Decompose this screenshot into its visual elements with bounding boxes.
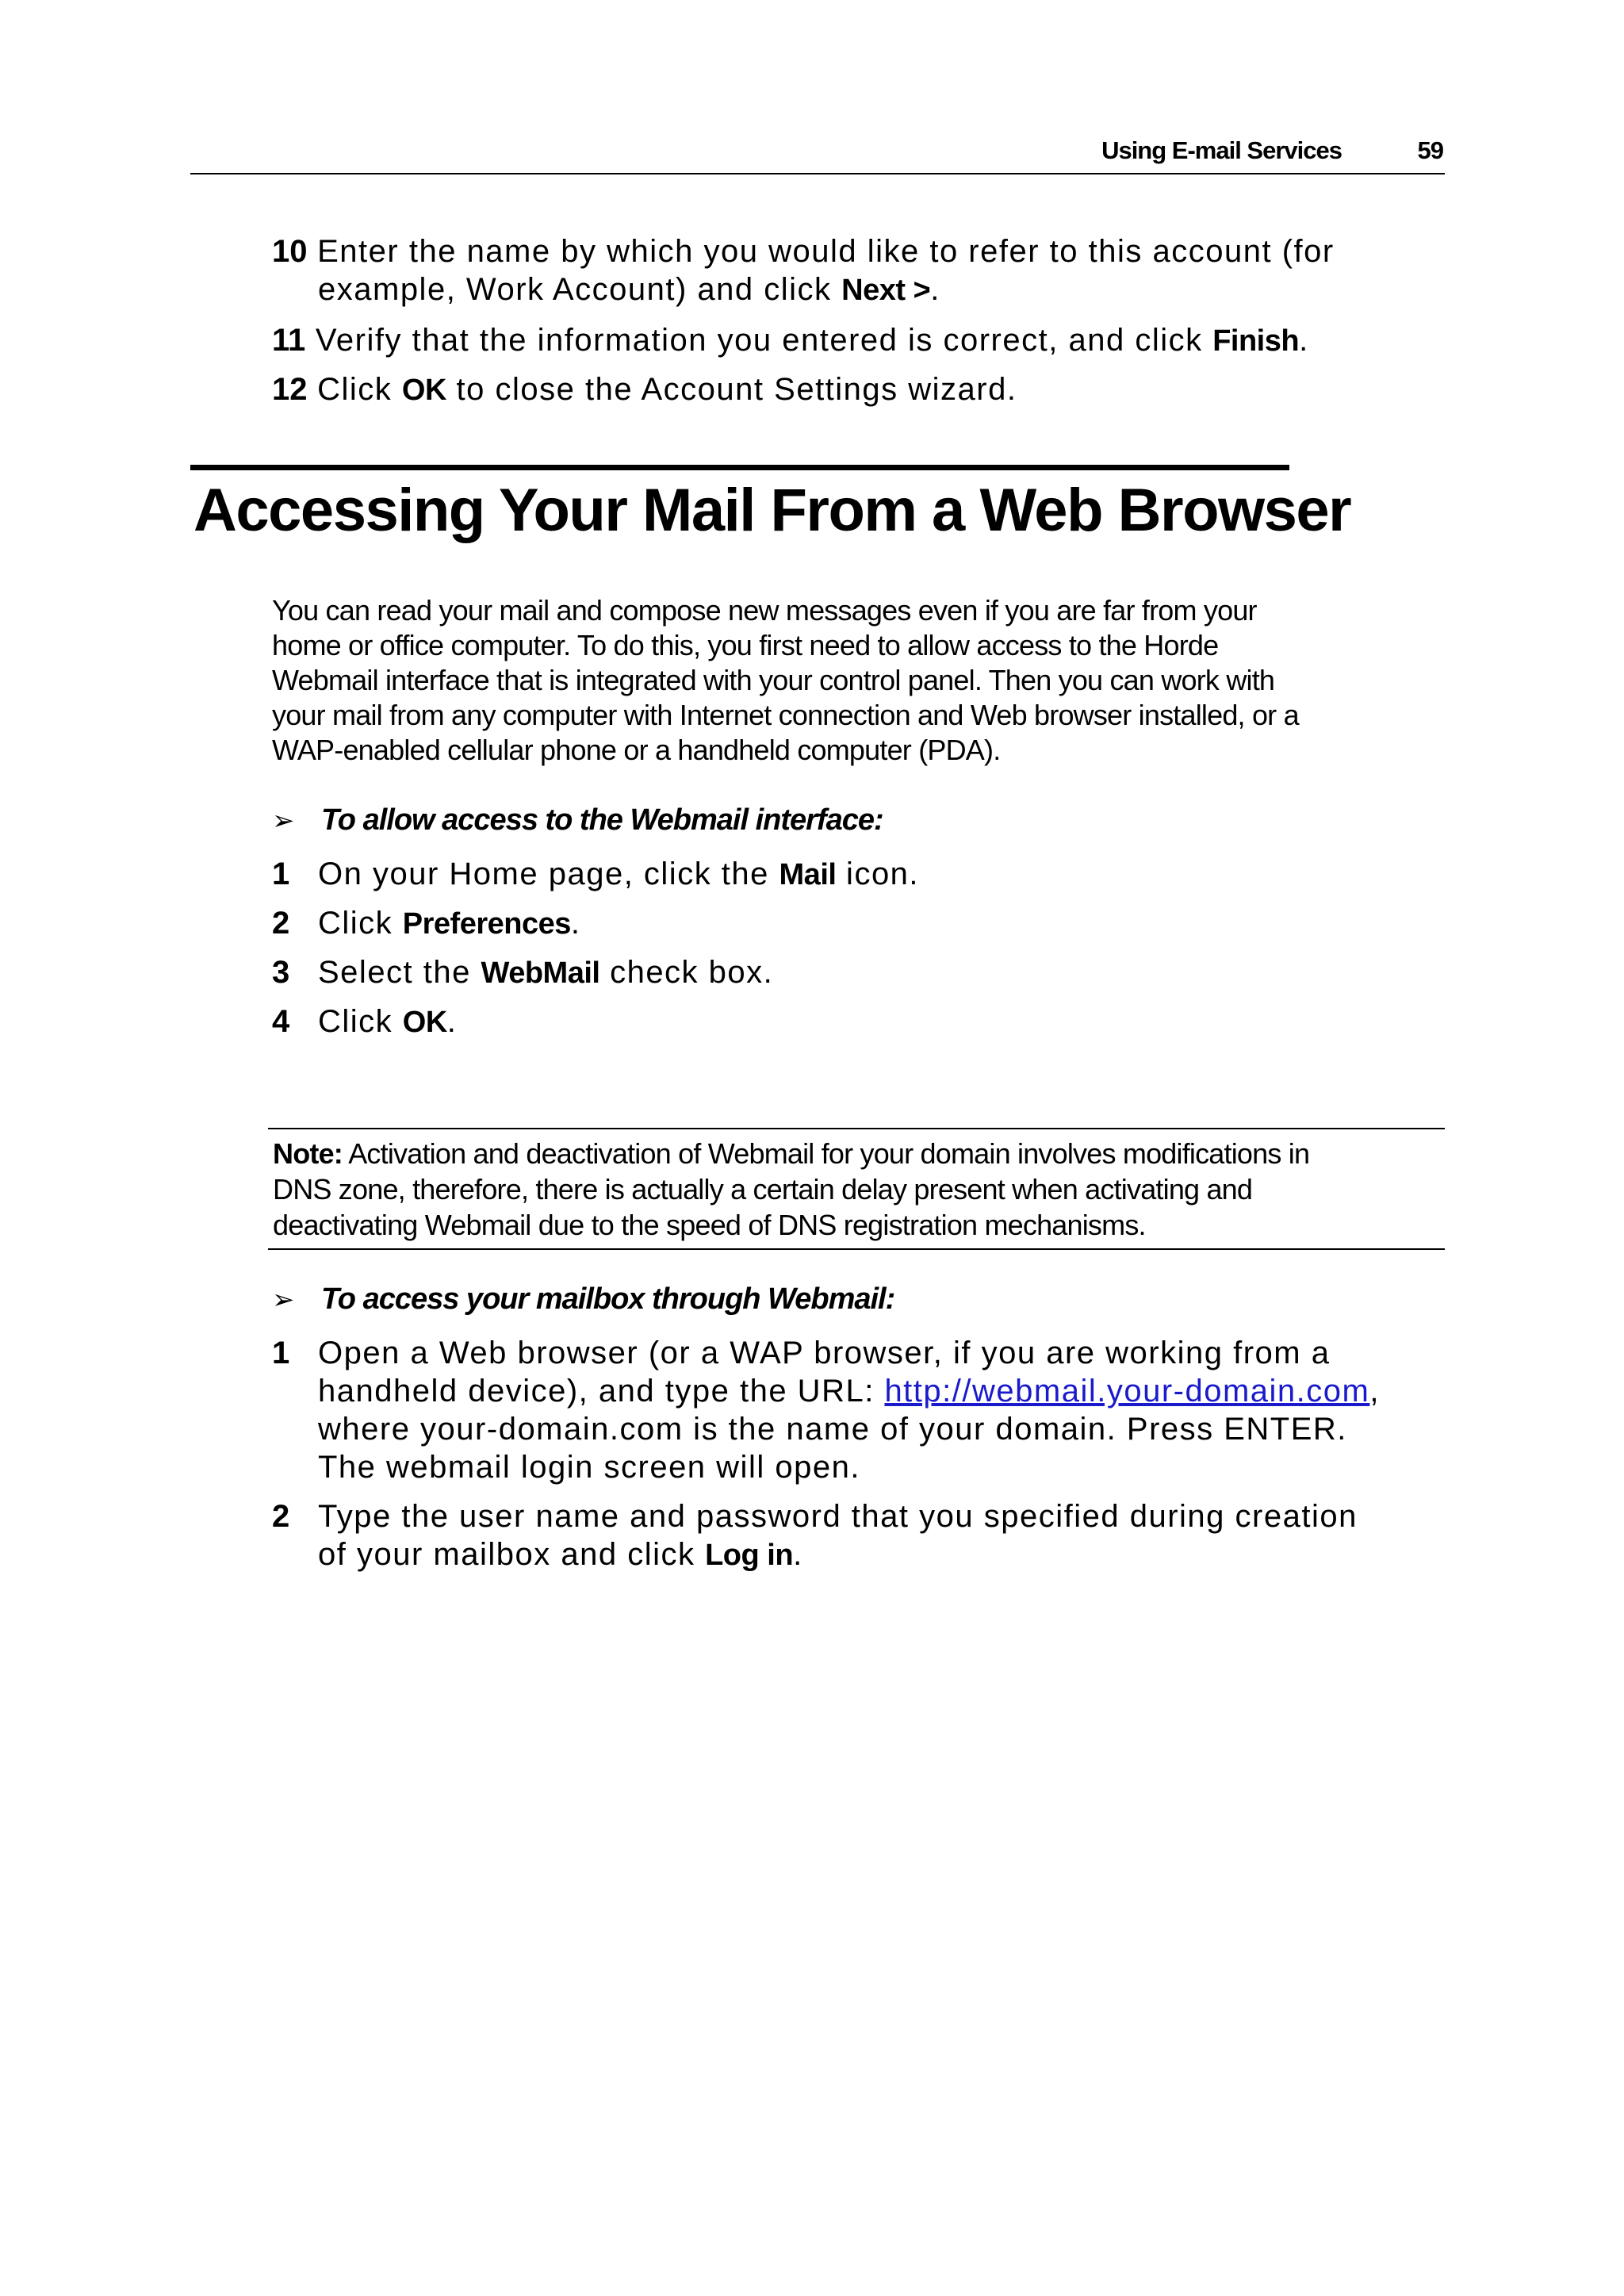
step-text: example, Work Account) and click	[318, 272, 842, 307]
ui-label-webmail: WebMail	[481, 956, 600, 990]
procedure2-step-2	[272, 1497, 1358, 1574]
section-title-rule	[190, 465, 1289, 470]
page-number: 59	[1417, 136, 1443, 164]
step-number: 2	[272, 1499, 290, 1534]
step-number: 1	[272, 857, 290, 891]
step-number: 2	[272, 906, 290, 941]
ui-label-ok: OK	[401, 374, 446, 407]
ui-label-ok: OK	[402, 1006, 447, 1039]
punctuation: .	[1299, 323, 1309, 358]
step-number: 12	[272, 372, 308, 407]
ui-label-finish: Finish	[1212, 324, 1300, 358]
procedure-title: To access your mailbox through Webmail:	[321, 1282, 895, 1316]
ui-label-mail: Mail	[779, 858, 837, 891]
step-text: check box.	[599, 955, 774, 990]
webmail-url-link[interactable]: http://webmail.your-domain.com	[884, 1374, 1370, 1409]
step-number: 3	[272, 955, 290, 990]
punctuation: .	[446, 1004, 458, 1039]
paragraph-line: home or office computer. To do this, you first need to allow access to the Horde	[272, 629, 1219, 661]
procedure1-step-4	[272, 1002, 457, 1041]
step-text: where your-domain.com is the name of your domain. Press ENTER.	[318, 1412, 1347, 1447]
ui-label-next: Next >	[841, 274, 931, 307]
punctuation: .	[793, 1537, 803, 1572]
step-number: 1	[272, 1336, 290, 1370]
step-text: Click	[318, 1004, 403, 1039]
step-text: Select the	[318, 955, 481, 990]
procedure1-step-3	[272, 953, 773, 992]
step-text: Click	[317, 372, 402, 407]
paragraph-line: Webmail interface that is integrated with your control panel. Then you can work with	[272, 664, 1275, 696]
note-text: Activation and deactivation of Webmail for your domain involves modifications in	[343, 1137, 1310, 1170]
step-text: of your mailbox and click	[318, 1537, 706, 1572]
note-text: deactivating Webmail due to the speed of DNS registration mechanisms.	[273, 1209, 1146, 1241]
procedure1-step-2	[272, 904, 581, 943]
procedure-heading-access-mailbox	[272, 1280, 894, 1319]
ui-label-preferences: Preferences	[402, 907, 571, 941]
paragraph-line: your mail from any computer with Internet connection and Web browser installed, or a	[272, 699, 1299, 731]
running-header	[190, 133, 1445, 174]
step-number: 4	[272, 1004, 290, 1039]
step-number: 10	[272, 234, 308, 269]
step-12	[272, 370, 1017, 409]
punctuation: .	[930, 272, 940, 307]
step-text: Enter the name by which you would like to refer to this account (for	[317, 234, 1335, 269]
punctuation: ,	[1369, 1374, 1380, 1409]
step-text: Verify that the information you entered is correct, and click	[315, 323, 1213, 358]
note-box	[268, 1128, 1445, 1250]
paragraph-line: WAP-enabled cellular phone or a handheld computer (PDA).	[272, 734, 1001, 766]
punctuation: .	[570, 906, 581, 941]
step-text: to close the Account Settings wizard.	[446, 372, 1017, 407]
step-text: The webmail login screen will open.	[318, 1450, 860, 1485]
procedure2-step-1	[272, 1334, 1380, 1486]
step-number: 11	[272, 323, 306, 358]
ui-label-log-in: Log in	[705, 1539, 794, 1572]
intro-paragraph	[272, 593, 1438, 768]
step-text: Open a Web browser (or a WAP browser, if you are working from a	[318, 1336, 1331, 1370]
step-text: icon.	[836, 857, 920, 891]
note-text: DNS zone, therefore, there is actually a certain delay present when activating and	[273, 1173, 1253, 1205]
procedure-heading-allow-access	[272, 801, 883, 840]
step-11	[272, 321, 1309, 360]
procedure1-step-1	[272, 855, 919, 894]
arrow-bullet-icon: ➢	[272, 1284, 295, 1316]
step-text: Click	[318, 906, 403, 941]
step-text: Type the user name and password that you specified during creation	[318, 1499, 1358, 1534]
header-section-title: Using E-mail Services	[1101, 136, 1342, 164]
step-text: On your Home page, click the	[318, 857, 779, 891]
procedure-title: To allow access to the Webmail interface:	[321, 803, 883, 837]
arrow-bullet-icon: ➢	[272, 805, 295, 837]
section-title: Accessing Your Mail From a Web Browser	[193, 477, 1351, 544]
paragraph-line: You can read your mail and compose new messages even if you are far from your	[272, 594, 1257, 627]
note-label: Note:	[273, 1137, 343, 1170]
step-10	[272, 232, 1335, 309]
step-text: handheld device), and type the URL:	[318, 1374, 885, 1409]
